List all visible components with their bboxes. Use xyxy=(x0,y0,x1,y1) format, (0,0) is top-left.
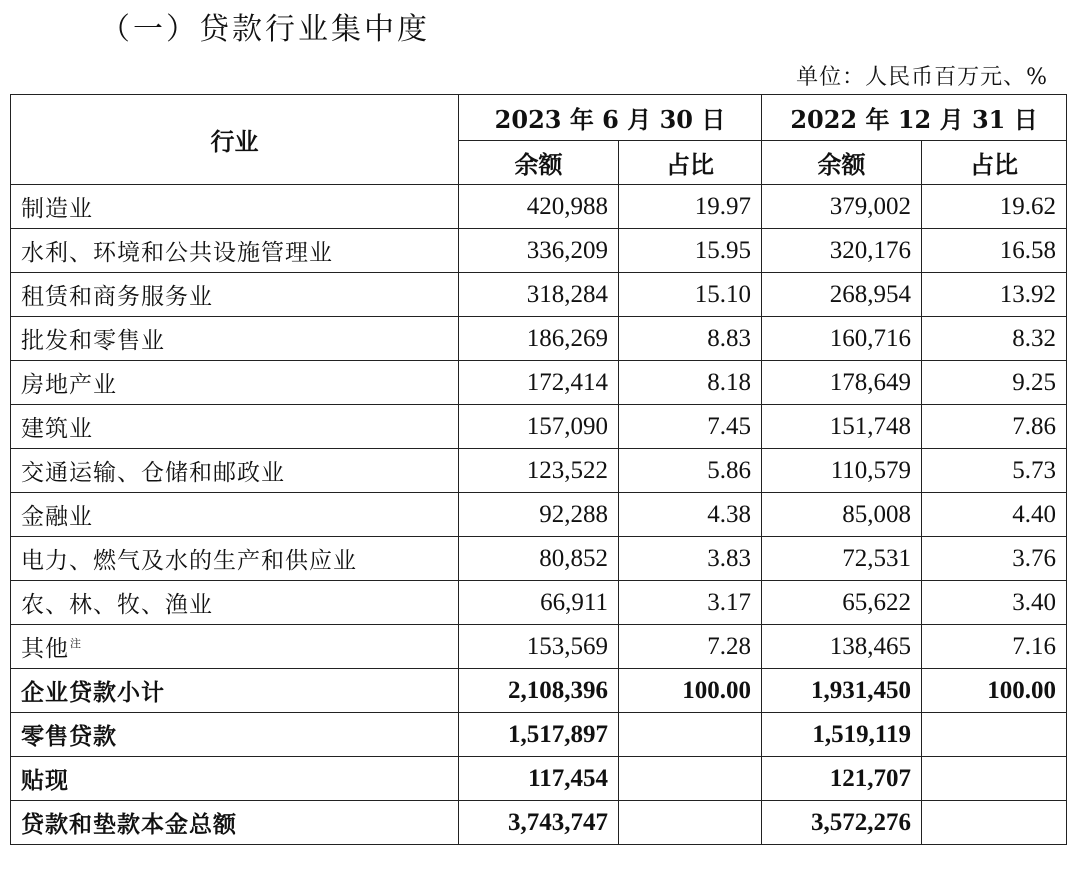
industry-cell: 农、林、牧、渔业 xyxy=(11,581,459,625)
share-2022-cell: 16.58 xyxy=(922,229,1067,273)
share-2022-cell xyxy=(922,713,1067,757)
balance-2023-cell: 420,988 xyxy=(459,185,619,229)
footnote-marker: 注 xyxy=(70,637,82,651)
header-row-periods xyxy=(11,95,1067,141)
share-2023-cell: 3.83 xyxy=(619,537,762,581)
industry-label: 其他 xyxy=(21,636,69,662)
share-2023-cell: 3.17 xyxy=(619,581,762,625)
share-2023-cell: 8.18 xyxy=(619,361,762,405)
share-2022-cell: 9.25 xyxy=(922,361,1067,405)
share-2022-cell: 13.92 xyxy=(922,273,1067,317)
table-row xyxy=(11,185,1067,229)
balance-2023-cell: 2,108,396 xyxy=(459,669,619,713)
industry-cell: 建筑业 xyxy=(11,405,459,449)
balance-2022-cell: 151,748 xyxy=(762,405,922,449)
balance-2023-cell: 318,284 xyxy=(459,273,619,317)
balance-2022-cell: 178,649 xyxy=(762,361,922,405)
total-label-cell: 企业贷款小计 xyxy=(11,669,459,713)
total-row xyxy=(11,757,1067,801)
balance-2023-cell: 80,852 xyxy=(459,537,619,581)
balance-2022-cell: 160,716 xyxy=(762,317,922,361)
share-2023-cell: 15.10 xyxy=(619,273,762,317)
table-row xyxy=(11,361,1067,405)
total-label-cell: 贷款和垫款本金总额 xyxy=(11,801,459,845)
share-2023-cell: 7.45 xyxy=(619,405,762,449)
table-row xyxy=(11,317,1067,361)
share-2022-cell: 5.73 xyxy=(922,449,1067,493)
balance-2023-cell: 92,288 xyxy=(459,493,619,537)
total-label-cell: 贴现 xyxy=(11,757,459,801)
total-label-cell: 零售贷款 xyxy=(11,713,459,757)
share-2023-cell: 5.86 xyxy=(619,449,762,493)
header-industry: 行业 xyxy=(11,95,459,185)
balance-2023-cell: 1,517,897 xyxy=(459,713,619,757)
balance-2023-cell: 117,454 xyxy=(459,757,619,801)
total-row xyxy=(11,713,1067,757)
header-period-2022: 2022 年 12 月 31 日 xyxy=(762,95,1067,141)
share-2023-cell: 8.83 xyxy=(619,317,762,361)
balance-2022-cell: 3,572,276 xyxy=(762,801,922,845)
industry-cell: 金融业 xyxy=(11,493,459,537)
industry-cell: 制造业 xyxy=(11,185,459,229)
table-row xyxy=(11,449,1067,493)
share-2023-cell xyxy=(619,801,762,845)
balance-2022-cell: 138,465 xyxy=(762,625,922,669)
balance-2022-cell: 110,579 xyxy=(762,449,922,493)
share-2022-cell: 7.16 xyxy=(922,625,1067,669)
table-row xyxy=(11,273,1067,317)
table-row xyxy=(11,581,1067,625)
industry-cell: 租赁和商务服务业 xyxy=(11,273,459,317)
industry-cell: 批发和零售业 xyxy=(11,317,459,361)
balance-2022-cell: 65,622 xyxy=(762,581,922,625)
balance-2023-cell: 172,414 xyxy=(459,361,619,405)
section-title: （一）贷款行业集中度 xyxy=(100,12,430,47)
share-2023-cell: 19.97 xyxy=(619,185,762,229)
balance-2023-cell: 66,911 xyxy=(459,581,619,625)
share-2022-cell: 8.32 xyxy=(922,317,1067,361)
balance-2022-cell: 72,531 xyxy=(762,537,922,581)
share-2022-cell xyxy=(922,801,1067,845)
industry-cell: 交通运输、仓储和邮政业 xyxy=(11,449,459,493)
table-row xyxy=(11,493,1067,537)
share-2023-cell: 4.38 xyxy=(619,493,762,537)
balance-2023-cell: 336,209 xyxy=(459,229,619,273)
balance-2022-cell: 1,931,450 xyxy=(762,669,922,713)
industry-cell: 房地产业 xyxy=(11,361,459,405)
share-2023-cell: 100.00 xyxy=(619,669,762,713)
total-row xyxy=(11,669,1067,713)
balance-2022-cell: 268,954 xyxy=(762,273,922,317)
unit-note: 单位：人民币百万元、% xyxy=(796,65,1048,90)
share-2023-cell: 7.28 xyxy=(619,625,762,669)
header-balance-2022: 余额 xyxy=(762,141,922,185)
balance-2022-cell: 1,519,119 xyxy=(762,713,922,757)
balance-2023-cell: 157,090 xyxy=(459,405,619,449)
industry-cell: 电力、燃气及水的生产和供应业 xyxy=(11,537,459,581)
share-2023-cell xyxy=(619,713,762,757)
share-2023-cell: 15.95 xyxy=(619,229,762,273)
share-2022-cell: 4.40 xyxy=(922,493,1067,537)
share-2022-cell: 3.40 xyxy=(922,581,1067,625)
loan-concentration-table xyxy=(10,94,1067,845)
header-share-2023: 占比 xyxy=(619,141,762,185)
industry-cell: 水利、环境和公共设施管理业 xyxy=(11,229,459,273)
industry-cell xyxy=(11,625,459,669)
balance-2023-cell: 186,269 xyxy=(459,317,619,361)
total-row xyxy=(11,801,1067,845)
share-2022-cell: 19.62 xyxy=(922,185,1067,229)
share-2022-cell: 7.86 xyxy=(922,405,1067,449)
balance-2022-cell: 320,176 xyxy=(762,229,922,273)
table-row xyxy=(11,405,1067,449)
table-row xyxy=(11,625,1067,669)
balance-2023-cell: 123,522 xyxy=(459,449,619,493)
header-balance-2023: 余额 xyxy=(459,141,619,185)
balance-2022-cell: 121,707 xyxy=(762,757,922,801)
share-2022-cell xyxy=(922,757,1067,801)
share-2022-cell: 100.00 xyxy=(922,669,1067,713)
table-row xyxy=(11,537,1067,581)
share-2022-cell: 3.76 xyxy=(922,537,1067,581)
balance-2022-cell: 379,002 xyxy=(762,185,922,229)
balance-2022-cell: 85,008 xyxy=(762,493,922,537)
header-share-2022: 占比 xyxy=(922,141,1067,185)
balance-2023-cell: 3,743,747 xyxy=(459,801,619,845)
share-2023-cell xyxy=(619,757,762,801)
header-period-2023: 2023 年 6 月 30 日 xyxy=(459,95,762,141)
balance-2023-cell: 153,569 xyxy=(459,625,619,669)
table-row xyxy=(11,229,1067,273)
